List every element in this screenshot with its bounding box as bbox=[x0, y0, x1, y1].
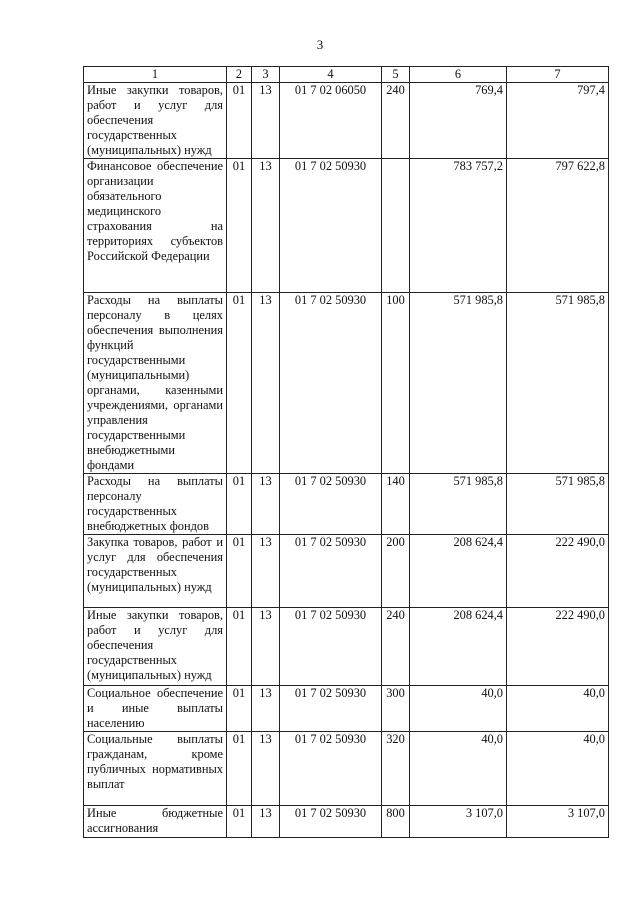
row-amount-2: 222 490,0 bbox=[507, 608, 609, 686]
row-section: 01 bbox=[227, 608, 252, 686]
row-description: Расходы на выплаты персоналу в целях обеспечения выполнения функций государственными (муниципальными) органами, казенными учреждениями, органами управления государственными внебюджетными фондами bbox=[84, 293, 227, 474]
row-description: Закупка товаров, работ и услуг для обеспечения государственных (муниципальных) нужд bbox=[84, 535, 227, 608]
row-section: 01 bbox=[227, 732, 252, 806]
row-expense-type: 200 bbox=[382, 535, 410, 608]
row-amount-2: 797 622,8 bbox=[507, 159, 609, 293]
row-amount-1: 783 757,2 bbox=[410, 159, 507, 293]
budget-table bbox=[83, 66, 609, 838]
row-section: 01 bbox=[227, 83, 252, 159]
row-section: 01 bbox=[227, 686, 252, 732]
row-description: Иные закупки товаров, работ и услуг для обеспечения государственных (муниципальных) нужд bbox=[84, 83, 227, 159]
row-amount-1: 571 985,8 bbox=[410, 293, 507, 474]
row-expense-type bbox=[382, 159, 410, 293]
header-row bbox=[84, 67, 609, 83]
row-section: 01 bbox=[227, 806, 252, 838]
header-col-2: 2 bbox=[227, 67, 252, 83]
row-section: 01 bbox=[227, 535, 252, 608]
row-amount-1: 208 624,4 bbox=[410, 608, 507, 686]
header-col-5: 5 bbox=[382, 67, 410, 83]
row-target-article: 01 7 02 50930 bbox=[280, 608, 382, 686]
row-amount-1: 208 624,4 bbox=[410, 535, 507, 608]
row-description: Социальное обеспечение и иные выплаты населению bbox=[84, 686, 227, 732]
header-col-6: 6 bbox=[410, 67, 507, 83]
row-section: 01 bbox=[227, 293, 252, 474]
row-amount-2: 3 107,0 bbox=[507, 806, 609, 838]
row-amount-2: 40,0 bbox=[507, 732, 609, 806]
table-row bbox=[84, 159, 609, 293]
row-section: 01 bbox=[227, 159, 252, 293]
row-section: 01 bbox=[227, 474, 252, 535]
table-row bbox=[84, 608, 609, 686]
row-amount-2: 40,0 bbox=[507, 686, 609, 732]
table-row bbox=[84, 686, 609, 732]
row-target-article: 01 7 02 50930 bbox=[280, 535, 382, 608]
row-subsection: 13 bbox=[252, 293, 280, 474]
row-description: Социальные выплаты гражданам, кроме публичных нормативных выплат bbox=[84, 732, 227, 806]
table-row bbox=[84, 293, 609, 474]
row-subsection: 13 bbox=[252, 83, 280, 159]
row-amount-2: 571 985,8 bbox=[507, 293, 609, 474]
row-expense-type: 300 bbox=[382, 686, 410, 732]
table-row bbox=[84, 806, 609, 838]
row-amount-2: 571 985,8 bbox=[507, 474, 609, 535]
row-amount-2: 222 490,0 bbox=[507, 535, 609, 608]
row-expense-type: 320 bbox=[382, 732, 410, 806]
row-target-article: 01 7 02 50930 bbox=[280, 686, 382, 732]
table-row bbox=[84, 535, 609, 608]
header-col-3: 3 bbox=[252, 67, 280, 83]
row-target-article: 01 7 02 50930 bbox=[280, 806, 382, 838]
row-description: Финансовое обеспечение организации обязательного медицинского страхования на территориях субъектов Российской Федерации bbox=[84, 159, 227, 293]
row-expense-type: 140 bbox=[382, 474, 410, 535]
row-subsection: 13 bbox=[252, 806, 280, 838]
table-row bbox=[84, 474, 609, 535]
header-col-4: 4 bbox=[280, 67, 382, 83]
row-subsection: 13 bbox=[252, 535, 280, 608]
page-number: 3 bbox=[316, 37, 324, 52]
row-target-article: 01 7 02 50930 bbox=[280, 293, 382, 474]
header-col-7: 7 bbox=[507, 67, 609, 83]
row-expense-type: 100 bbox=[382, 293, 410, 474]
row-subsection: 13 bbox=[252, 474, 280, 535]
table-row bbox=[84, 83, 609, 159]
row-expense-type: 800 bbox=[382, 806, 410, 838]
row-target-article: 01 7 02 50930 bbox=[280, 732, 382, 806]
row-amount-1: 40,0 bbox=[410, 686, 507, 732]
row-subsection: 13 bbox=[252, 159, 280, 293]
row-subsection: 13 bbox=[252, 686, 280, 732]
row-amount-1: 40,0 bbox=[410, 732, 507, 806]
row-target-article: 01 7 02 06050 bbox=[280, 83, 382, 159]
row-subsection: 13 bbox=[252, 732, 280, 806]
row-description: Иные закупки товаров, работ и услуг для обеспечения государственных (муниципальных) нужд bbox=[84, 608, 227, 686]
row-description: Иные бюджетные ассигнования bbox=[84, 806, 227, 838]
row-expense-type: 240 bbox=[382, 608, 410, 686]
row-target-article: 01 7 02 50930 bbox=[280, 159, 382, 293]
row-amount-1: 769,4 bbox=[410, 83, 507, 159]
header-col-1: 1 bbox=[84, 67, 227, 83]
row-amount-1: 571 985,8 bbox=[410, 474, 507, 535]
row-amount-1: 3 107,0 bbox=[410, 806, 507, 838]
row-expense-type: 240 bbox=[382, 83, 410, 159]
row-description: Расходы на выплаты персоналу государственных внебюджетных фондов bbox=[84, 474, 227, 535]
row-subsection: 13 bbox=[252, 608, 280, 686]
row-target-article: 01 7 02 50930 bbox=[280, 474, 382, 535]
row-amount-2: 797,4 bbox=[507, 83, 609, 159]
table-row bbox=[84, 732, 609, 806]
